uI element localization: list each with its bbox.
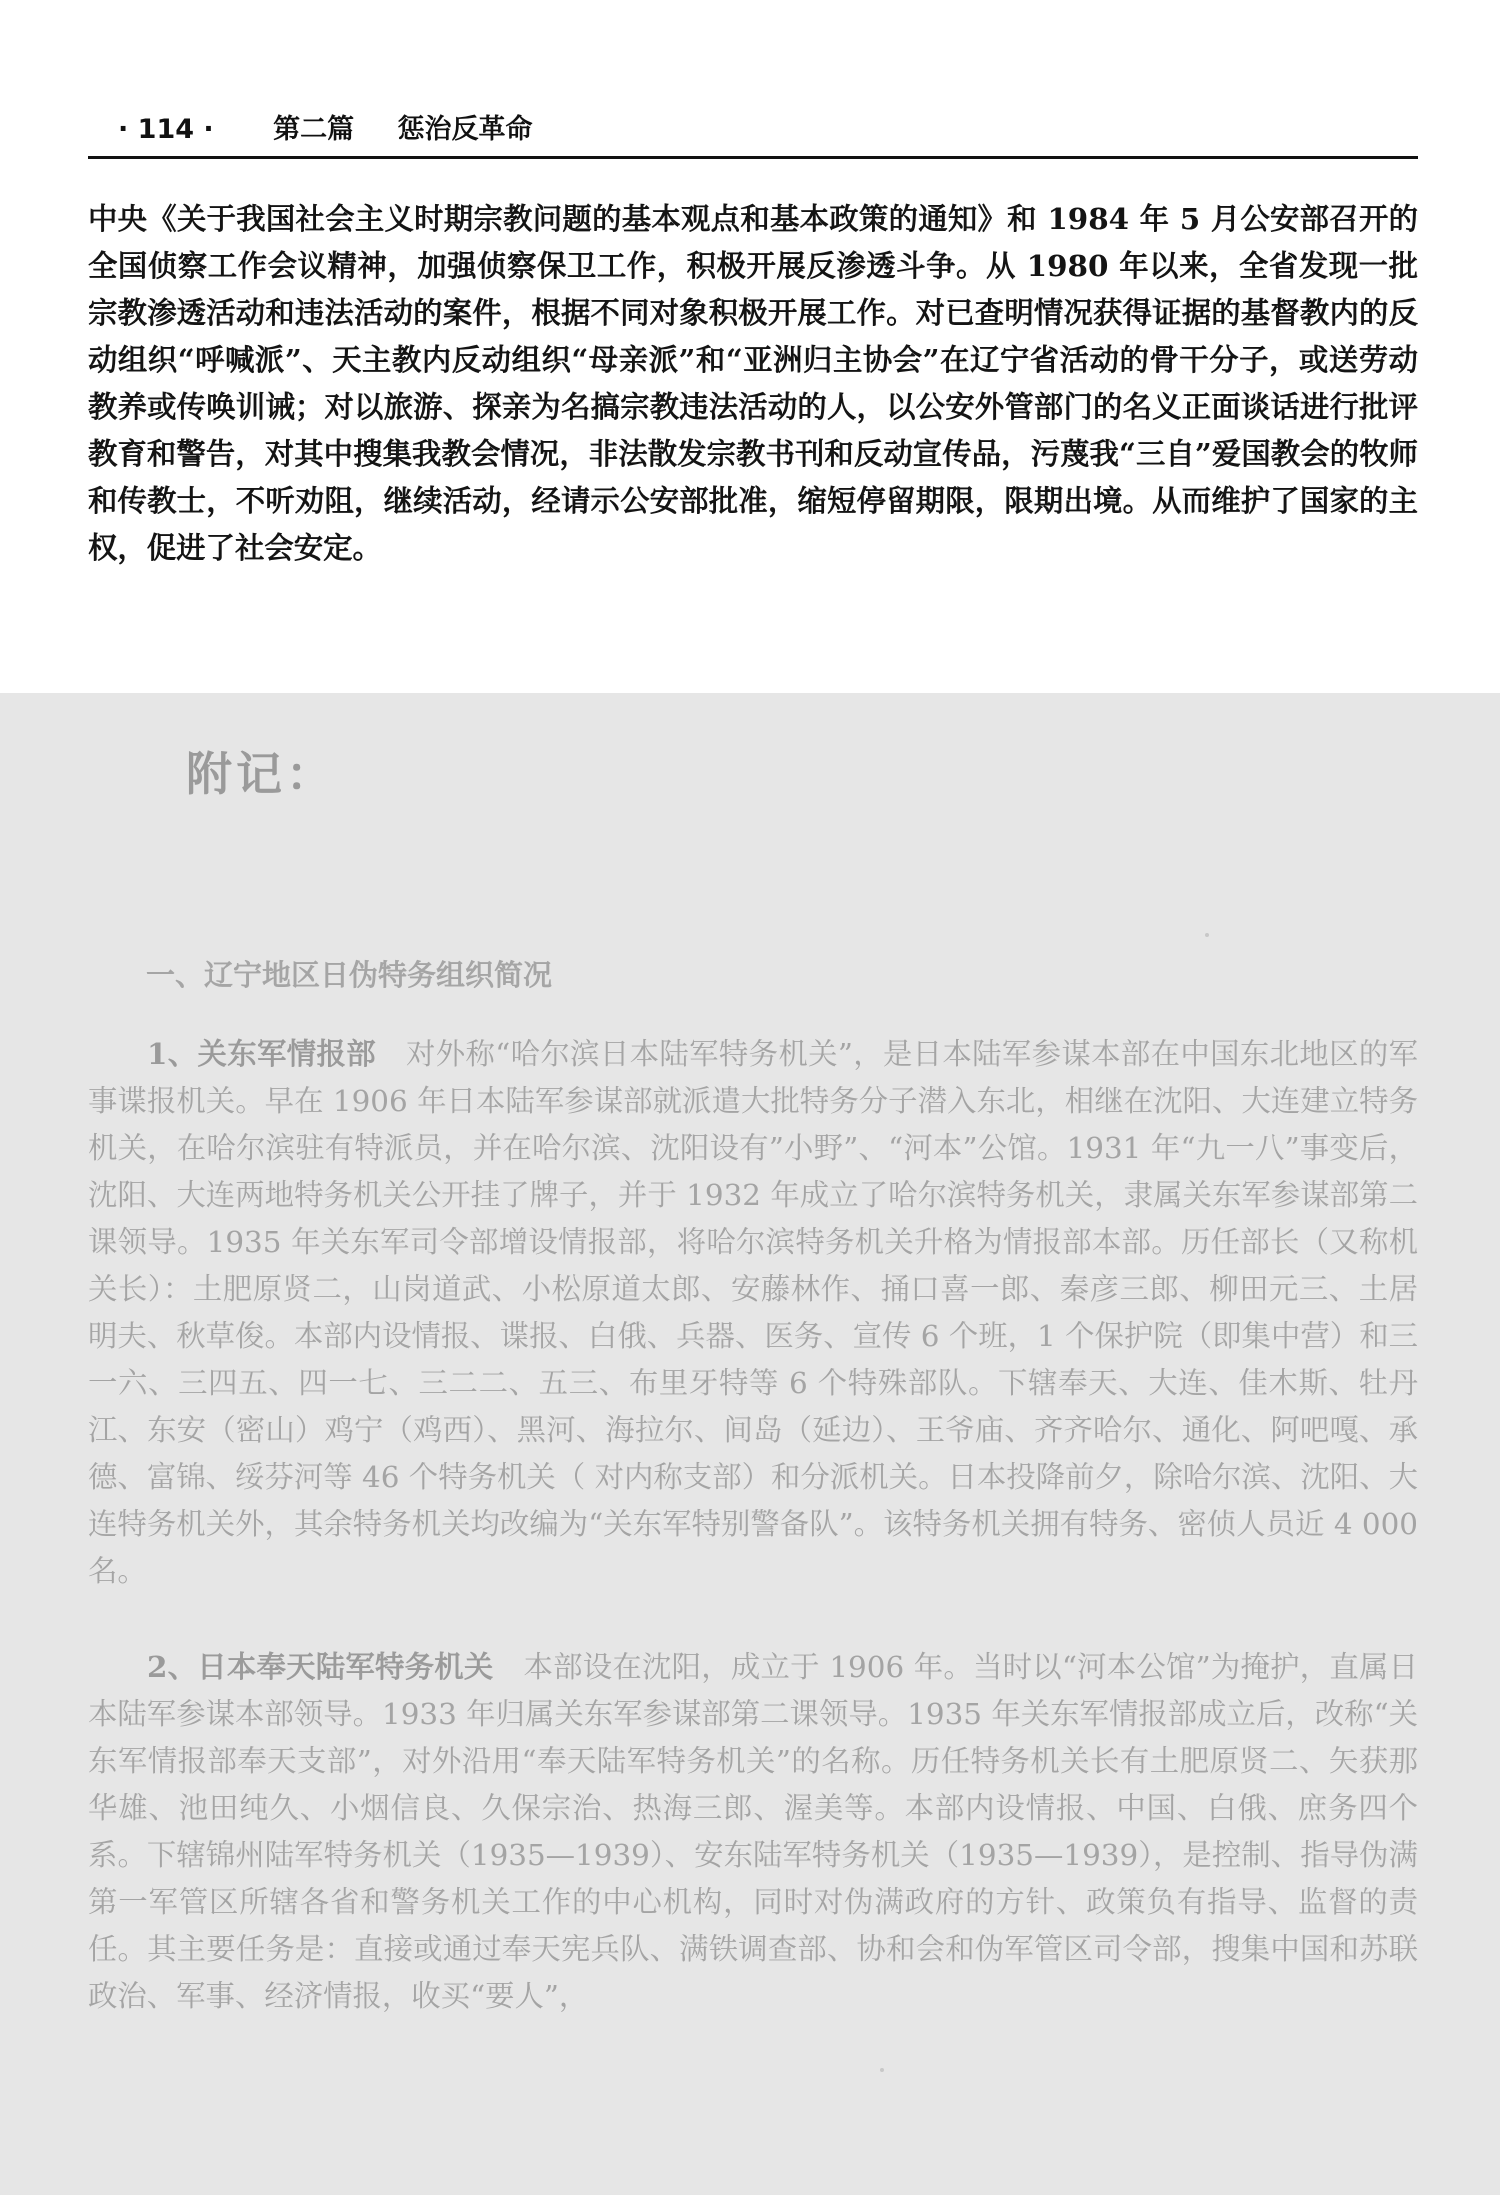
item-title-2: 2、日本奉天陆军特务机关 — [147, 1649, 494, 1684]
scan-speck — [880, 2068, 884, 2072]
item-text-2: 本部设在沈阳，成立于 1906 年。当时以“河本公馆”为掩护，直属日本陆军参谋本部领导。1933 年归属关东军参谋部第二课领导。1935 年关东军情报部成立后，改称“关东军情报部奉天支部”，对外沿用“奉天陆军特务机关”的名称。历任特务机关长有土肥原贤二、矢获那华雄、池田纯久、小烟信良、久保宗治、热海三郎、渥美等。本部内设情报、中国、白俄、庶务四个系。下辖锦州陆军特务机关（1935—1939）、安东陆军特务机关（1935—1939），是控制、指导伪满第一军管区所辖各省和警务机关工作的中心机构，同时对伪满政府的方针、政策负有指导、监督的责任。其主要任务是：直接或通过奉天宪兵队、满铁调查部、协和会和伪军管区司令部，搜集中国和苏联政治、军事、经济情报，收买“要人”， — [88, 1650, 1418, 2013]
part-subtitle: 惩治反革命 — [397, 114, 533, 145]
appendix-section — [0, 693, 1500, 2195]
appendix-heading: 附记： — [186, 747, 336, 801]
page-number: · 114 · — [118, 114, 214, 145]
appendix-paragraph-1 — [88, 1030, 1418, 1595]
appendix-paragraph-2 — [88, 1643, 1418, 2020]
item-text-1: 对外称“哈尔滨日本陆军特务机关”，是日本陆军参谋本部在中国东北地区的军事谍报机关。早在 1906 年日本陆军参谋部就派遣大批特务分子潜入东北，相继在沈阳、大连建立特务机关，在哈尔滨驻有特派员，并在哈尔滨、沈阳设有”小野”、“河本”公馆。1931 年“九一八”事变后，沈阳、大连两地特务机关公开挂了牌子，并于 1932 年成立了哈尔滨特务机关，隶属关东军参谋部第二课领导。1935 年关东军司令部增设情报部，将哈尔滨特务机关升格为情报部本部。历任部长（又称机关长）：土肥原贤二，山岗道武、小松原道太郎、安藤林作、捅口喜一郎、秦彦三郎、柳田元三、土居明夫、秋草俊。本部内设情报、谍报、白俄、兵器、医务、宣传 6 个班，1 个保护院（即集中营）和三一六、三四五、四一七、三二二、五三、布里牙特等 6 个特殊部队。下辖奉天、大连、佳木斯、牡丹江、东安（密山）鸡宁（鸡西）、黑河、海拉尔、间岛（延边）、王爷庙、齐齐哈尔、通化、阿吧嘎、承德、富锦、绥芬河等 46 个特务机关（ 对内称支部）和分派机关。日本投降前夕，除哈尔滨、沈阳、大连特务机关外，其余特务机关均改编为“关东军特别警备队”。该特务机关拥有特务、密侦人员近 4 000 名。 — [88, 1037, 1418, 1588]
page-top-section — [0, 0, 1500, 693]
scan-speck — [1205, 933, 1209, 937]
body-paragraph: 中央《关于我国社会主义时期宗教问题的基本观点和基本政策的通知》和 1984 年 5 月公安部召开的全国侦察工作会议精神，加强侦察保卫工作，积极开展反渗透斗争。从 1980 年以来，全省发现一批宗教渗透活动和违法活动的案件，根据不同对象积极开展工作。对已查明情况获得证据的基督教内的反动组织“呼喊派”、天主教内反动组织“母亲派”和“亚洲归主协会”在辽宁省活动的骨干分子，或送劳动教养或传唤训诫；对以旅游、探亲为名搞宗教违法活动的人，以公安外管部门的名义正面谈话进行批评教育和警告，对其中搜集我教会情况，非法散发宗教书刊和反动宣传品，污蔑我“三自”爱国教会的牧师和传教士，不听劝阻，继续活动，经请示公安部批准，缩短停留期限，限期出境。从而维护了国家的主权，促进了社会安定。 — [88, 201, 1418, 565]
running-header — [88, 108, 1418, 159]
part-title: 第二篇 — [273, 114, 355, 145]
item-title-1: 1、关东军情报部 — [147, 1036, 377, 1071]
section-heading: 一、辽宁地区日伪特务组织简况 — [146, 958, 553, 992]
